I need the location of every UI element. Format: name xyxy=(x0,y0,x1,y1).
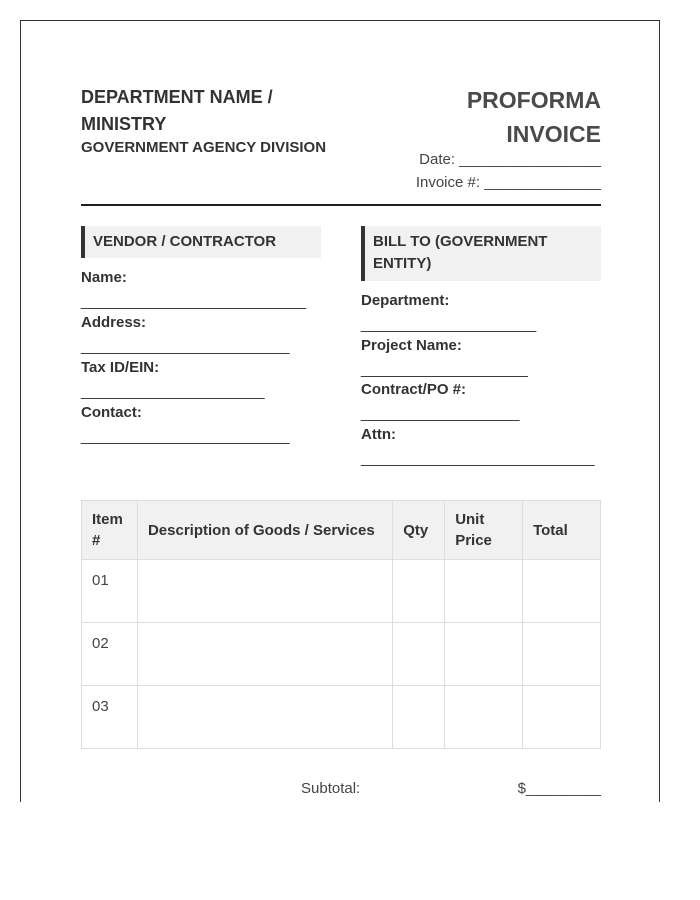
vendor-tax-id-field[interactable] xyxy=(81,359,265,403)
field-label: Department: xyxy=(361,292,450,309)
vendor-name-field[interactable] xyxy=(81,269,306,313)
column-header-qty: Qty xyxy=(393,501,445,560)
column-header-description: Description of Goods / Services xyxy=(137,501,392,560)
field-label: Contract/PO #: xyxy=(361,381,467,398)
fill-line[interactable]: ___________________ xyxy=(361,405,520,422)
subtotal-value[interactable]: $_________ xyxy=(517,780,601,797)
fill-line[interactable]: ____________________ xyxy=(361,361,528,378)
date-field[interactable]: Date: _________________ xyxy=(419,151,601,168)
description-cell[interactable] xyxy=(137,623,392,686)
field-label: Address: xyxy=(81,314,147,331)
unit-price-cell[interactable] xyxy=(445,686,523,749)
description-cell[interactable] xyxy=(137,560,392,623)
fill-line[interactable]: ___________________________ xyxy=(81,293,307,310)
unit-price-cell[interactable] xyxy=(445,560,523,623)
qty-cell[interactable] xyxy=(393,560,445,623)
column-header-total: Total xyxy=(523,501,601,560)
subtotal-label: Subtotal: xyxy=(301,780,361,797)
fill-line[interactable]: _________________________ xyxy=(81,428,290,445)
table-header-row xyxy=(82,501,601,560)
fill-line[interactable]: ______________________ xyxy=(81,383,265,400)
fill-line[interactable]: ____________________________ xyxy=(361,450,595,467)
qty-cell[interactable] xyxy=(393,686,445,749)
vendor-section-heading: VENDOR / CONTRACTOR xyxy=(81,226,321,258)
bill-to-project-name-field[interactable] xyxy=(361,337,528,381)
field-label: Name: xyxy=(81,269,127,286)
bill-to-attn-field[interactable] xyxy=(361,426,595,470)
qty-cell[interactable] xyxy=(393,623,445,686)
vendor-contact-field[interactable] xyxy=(81,404,290,448)
bill-to-section-heading: BILL TO (GOVERNMENT ENTITY) xyxy=(361,226,601,281)
table-row xyxy=(82,560,601,623)
fill-line[interactable]: _________________________ xyxy=(81,338,290,355)
field-label: Attn: xyxy=(361,426,396,443)
items-table xyxy=(81,500,601,749)
table-row xyxy=(82,623,601,686)
item-number-cell[interactable]: 02 xyxy=(82,623,138,686)
department-name: DEPARTMENT NAME / MINISTRY xyxy=(81,87,273,134)
field-label: Project Name: xyxy=(361,337,462,354)
agency-division: GOVERNMENT AGENCY DIVISION xyxy=(81,139,327,156)
document-title: PROFORMA INVOICE xyxy=(466,87,601,147)
field-label: Contact: xyxy=(81,404,142,421)
vendor-address-field[interactable] xyxy=(81,314,290,358)
invoice-page xyxy=(20,20,660,802)
item-number-cell[interactable]: 03 xyxy=(82,686,138,749)
unit-price-cell[interactable] xyxy=(445,623,523,686)
fill-line[interactable]: _____________________ xyxy=(361,316,537,333)
total-cell[interactable] xyxy=(523,686,601,749)
total-cell[interactable] xyxy=(523,560,601,623)
table-row xyxy=(82,686,601,749)
column-header-item: Item # xyxy=(82,501,138,560)
header-divider xyxy=(81,204,601,206)
total-cell[interactable] xyxy=(523,623,601,686)
invoice-number-field[interactable]: Invoice #: ______________ xyxy=(415,174,601,191)
field-label: Tax ID/EIN: xyxy=(81,359,160,376)
item-number-cell[interactable]: 01 xyxy=(82,560,138,623)
bill-to-contract-po-field[interactable] xyxy=(361,381,520,425)
column-header-unit-price: Unit Price xyxy=(445,501,523,560)
bill-to-department-field[interactable] xyxy=(361,292,536,336)
description-cell[interactable] xyxy=(137,686,392,749)
